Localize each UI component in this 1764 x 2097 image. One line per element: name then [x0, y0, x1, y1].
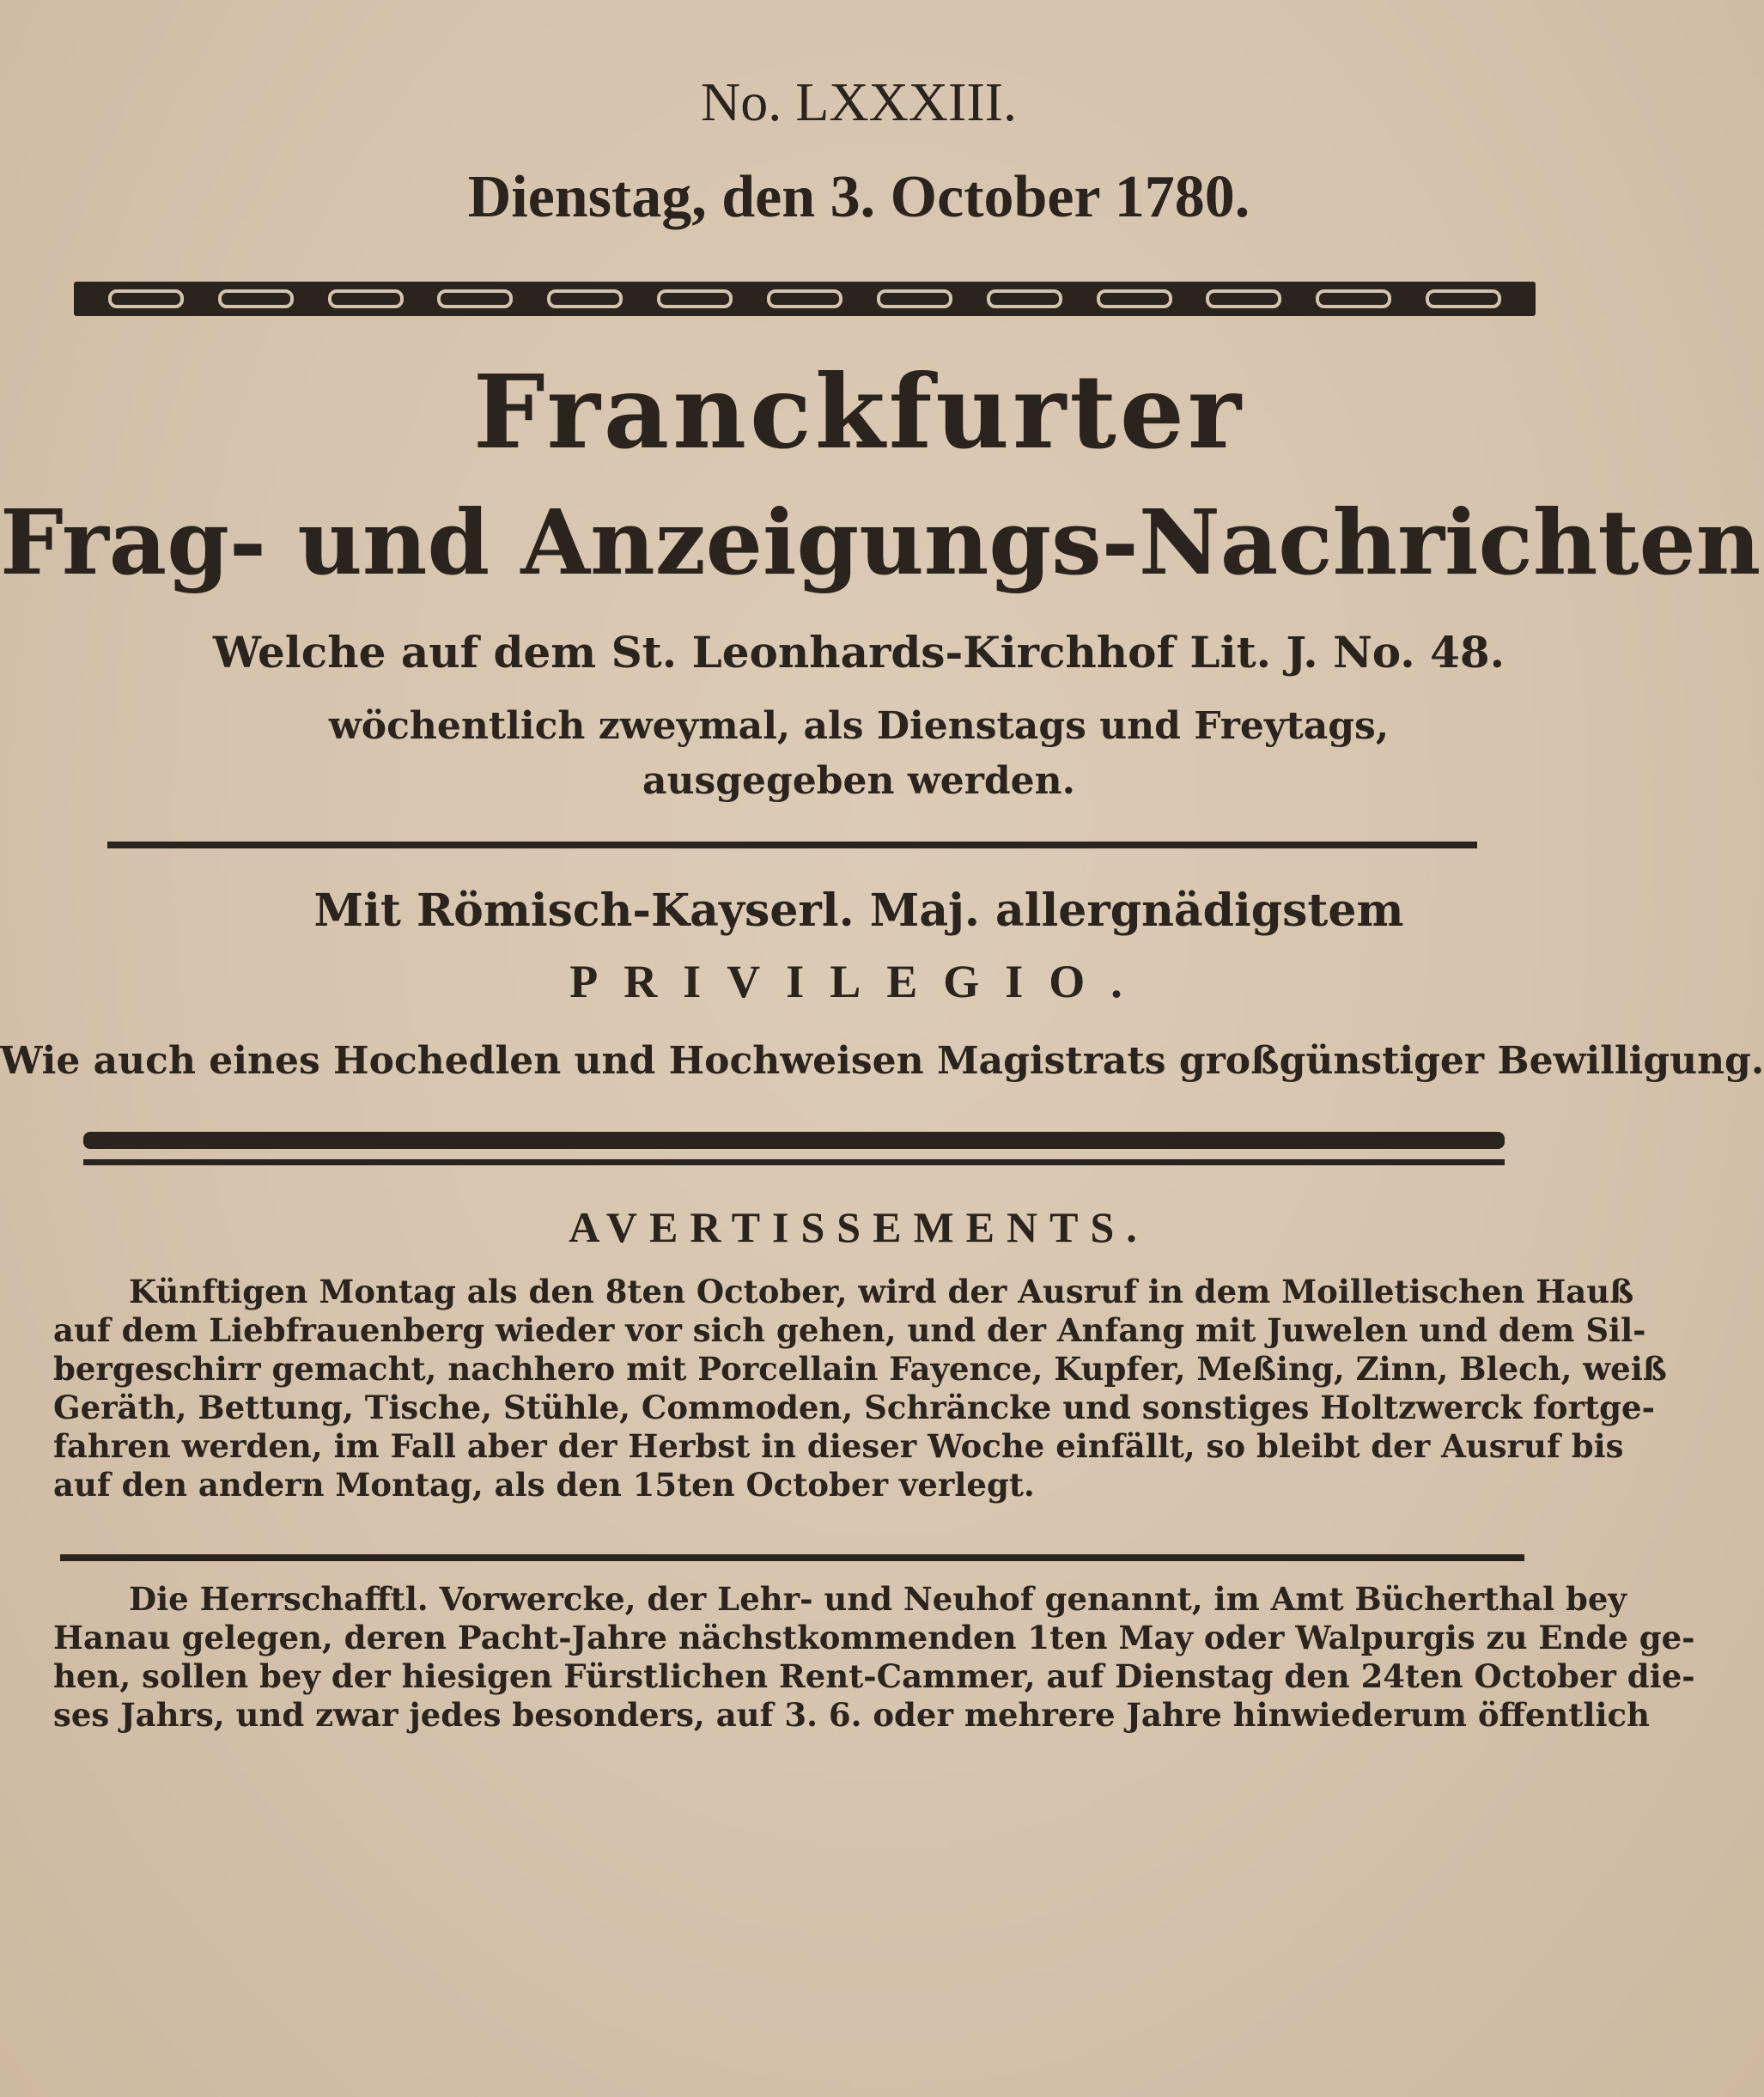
article-line: Geräth, Bettung, Tische, Stühle, Commoden, Schräncke und sonstiges Holtzwerck fortge- [53, 1389, 1655, 1426]
divider [107, 842, 1477, 848]
privilege-line: Wie auch eines Hochedlen und Hochweisen Magistrats großgünstiger Bewilligung. [0, 1039, 1764, 1083]
article-line: auf dem Liebfrauenberg wieder vor sich gehen, und der Anfang mit Juwelen und dem Sil- [53, 1311, 1646, 1349]
privilege-heading: PRIVILEGIO. [569, 956, 1148, 1007]
issue-date: Dienstag, den 3. October 1780. [467, 164, 1250, 230]
thick-divider [83, 1132, 1505, 1149]
privilege-line: Mit Römisch-Kayserl. Maj. allergnädigstem [313, 884, 1404, 937]
ornamental-border [74, 282, 1536, 316]
article-line: Hanau gelegen, deren Pacht-Jahre nächstkommenden 1ten May oder Walpurgis zu Ende ge- [53, 1619, 1695, 1656]
article-line: bergeschirr gemacht, nachhero mit Porcellain Fayence, Kupfer, Meßing, Zinn, Blech, weiß [53, 1350, 1667, 1388]
article-line: Künftigen Montag als den 8ten October, wird der Ausruf in dem Moilletischen Hauß [129, 1273, 1634, 1310]
issue-number: No. LXXXIII. [701, 71, 1017, 132]
masthead-subtitle: ausgegeben werden. [642, 759, 1075, 803]
masthead-title-line1: Franckfurter [472, 352, 1245, 471]
masthead-subtitle: Welche auf dem St. Leonhards-Kirchhof Lit. J. No. 48. [212, 627, 1505, 678]
thin-divider [83, 1159, 1505, 1165]
article [53, 1580, 1695, 1735]
article-line: hen, sollen bey der hiesigen Fürstlichen Rent-Cammer, auf Dienstag den 24ten October die- [53, 1657, 1695, 1695]
article [53, 1273, 1667, 1504]
divider [60, 1554, 1524, 1561]
section-heading: AVERTISSEMENTS. [569, 1203, 1149, 1251]
article-line: Die Herrschafftl. Vorwercke, der Lehr- und Neuhof genannt, im Amt Bücherthal bey [129, 1580, 1627, 1618]
article-line: fahren werden, im Fall aber der Herbst in dieser Woche einfällt, so bleibt der Ausruf bis [53, 1427, 1624, 1465]
article-line: auf den andern Montag, als den 15ten October verlegt. [53, 1466, 1035, 1504]
masthead-subtitle: wöchentlich zweymal, als Dienstags und Freytags, [328, 704, 1390, 748]
article-line: ses Jahrs, und zwar jedes besonders, auf 3. 6. oder mehrere Jahre hinwiederum öffentlich [53, 1696, 1650, 1734]
masthead-title-line2: Frag- und Anzeigungs-Nachrichten [0, 489, 1761, 595]
